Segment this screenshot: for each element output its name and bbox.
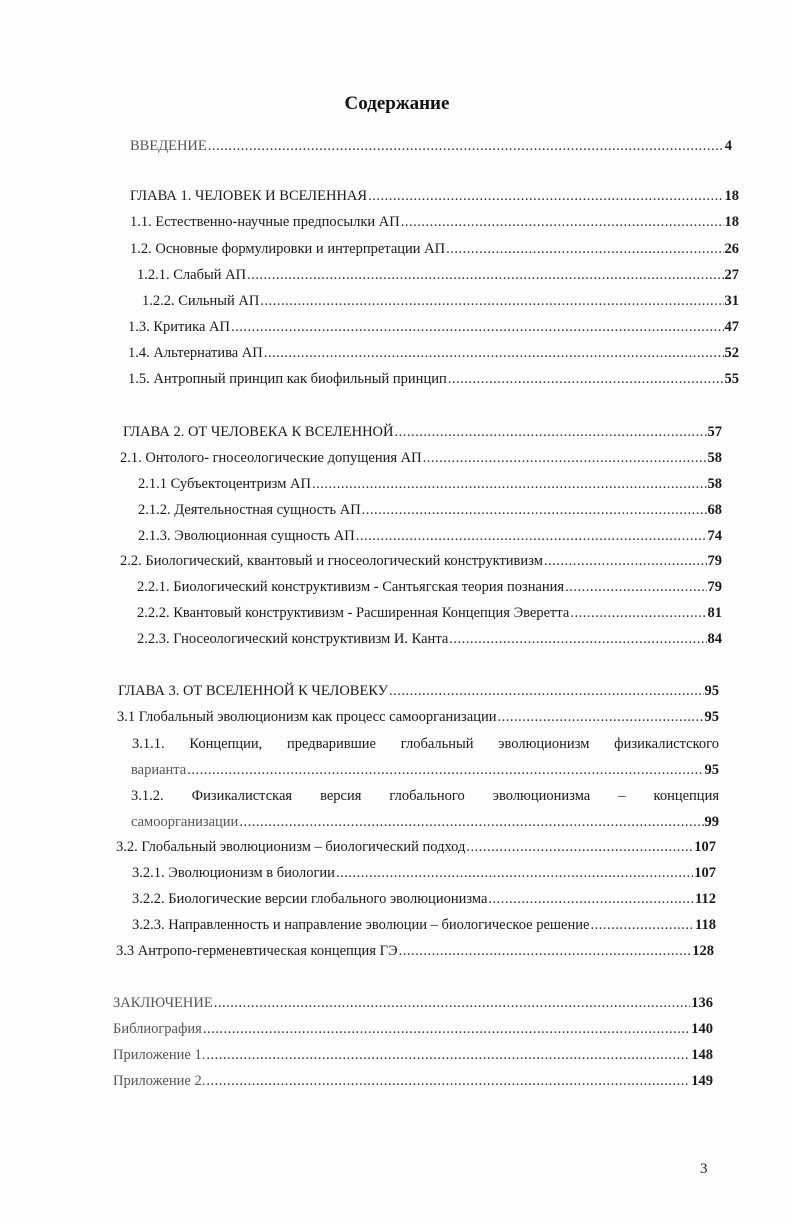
toc-entry-2-2-3[interactable] xyxy=(137,630,722,648)
toc-entry-2-2[interactable] xyxy=(120,552,722,570)
toc-entry-3-1-2-line1[interactable] xyxy=(131,787,719,805)
dot-leader xyxy=(187,761,703,779)
toc-entry-page: 140 xyxy=(691,1021,713,1037)
toc-entry-label: Приложение 2. xyxy=(113,1073,206,1089)
toc-entry-2-2-1[interactable] xyxy=(137,578,722,596)
toc-entry-page: 18 xyxy=(724,214,739,230)
toc-entry-1-4[interactable] xyxy=(128,344,739,362)
toc-entry-1-1[interactable] xyxy=(130,213,739,231)
toc-entry-page: 74 xyxy=(707,528,722,544)
toc-entry-page: 58 xyxy=(707,476,722,492)
toc-entry-chapter-1[interactable] xyxy=(130,187,739,205)
toc-entry-1-2-2[interactable] xyxy=(142,292,739,310)
toc-entry-label: 1.1. Естественно-научные предпосылки АП xyxy=(130,214,400,230)
toc-entry-label-line1 xyxy=(132,735,719,753)
toc-entry-page: 26 xyxy=(724,241,739,257)
page-title: Содержание xyxy=(344,93,450,114)
toc-entry-label: Приложение 1. xyxy=(113,1047,206,1063)
toc-entry-2-1-2[interactable] xyxy=(138,501,722,519)
toc-entry-page: 84 xyxy=(707,631,722,647)
toc-entry-label: 2.1.3. Эволюционная сущность АП xyxy=(138,528,355,544)
toc-entry-label: 2.2. Биологический, квантовый и гносеологический конструктивизм xyxy=(120,553,543,569)
toc-entry-page: 57 xyxy=(707,424,722,440)
toc-entry-page: 81 xyxy=(707,605,722,621)
toc-entry-page: 55 xyxy=(724,371,739,387)
toc-entry-3-2[interactable] xyxy=(116,838,716,856)
toc-entry-page: 149 xyxy=(691,1073,713,1089)
dot-leader xyxy=(362,501,707,519)
dot-leader xyxy=(264,344,724,362)
toc-entry-3-1-1[interactable] xyxy=(131,761,719,779)
toc-entry-page: 136 xyxy=(691,995,713,1011)
dot-leader xyxy=(399,942,692,960)
toc-entry-label: самоорганизации xyxy=(131,814,239,830)
toc-entry-page: 4 xyxy=(724,138,732,154)
toc-entry-page: 18 xyxy=(724,188,739,204)
toc-entry-label: 1.2. Основные формулировки и интерпретации АП xyxy=(130,241,446,257)
toc-entry-2-2-2[interactable] xyxy=(137,604,722,622)
toc-entry-label: ГЛАВА 2. ОТ ЧЕЛОВЕКА К ВСЕЛЕННОЙ xyxy=(123,424,394,440)
dot-leader xyxy=(423,449,707,467)
toc-entry-label: 3.1 Глобальный эволюционизм как процесс самоорганизации xyxy=(117,709,497,725)
toc-entry-label: 2.1.2. Деятельностная сущность АП xyxy=(138,502,361,518)
dot-leader xyxy=(389,682,704,700)
toc-entry-3-3[interactable] xyxy=(116,942,714,960)
dot-leader xyxy=(394,423,706,441)
toc-entry-page: 79 xyxy=(707,579,722,595)
toc-entry-3-2-3[interactable] xyxy=(132,916,716,934)
dot-leader xyxy=(448,370,724,388)
dot-leader xyxy=(497,708,703,726)
toc-entry-page: 27 xyxy=(724,267,739,283)
toc-entry-appendix-2[interactable] xyxy=(113,1072,713,1090)
toc-entry-label: 3.2. Глобальный эволюционизм – биологический подход xyxy=(116,839,466,855)
toc-entry-1-5[interactable] xyxy=(128,370,739,388)
toc-entry-chapter-2[interactable] xyxy=(123,423,722,441)
toc-entry-page: 128 xyxy=(692,943,714,959)
toc-entry-page: 118 xyxy=(695,917,716,933)
dot-leader xyxy=(206,1046,690,1064)
toc-entry-label: ВВЕДЕНИЕ xyxy=(130,138,207,154)
toc-entry-3-1-1-line1[interactable] xyxy=(132,735,719,753)
dot-leader xyxy=(206,1072,690,1090)
toc-entry-label: 3.2.2. Биологические версии глобального эволюционизма xyxy=(132,891,488,907)
toc-entry-label: варианта xyxy=(131,762,187,778)
dot-leader xyxy=(247,266,723,284)
dot-leader xyxy=(208,137,724,155)
toc-entry-label: 3.2.3. Направленность и направление эволюции – биологическое решение xyxy=(132,917,590,933)
toc-entry-3-2-1[interactable] xyxy=(132,864,716,882)
toc-entry-bibliography[interactable] xyxy=(113,1020,713,1038)
dot-leader xyxy=(570,604,706,622)
dot-leader xyxy=(312,475,707,493)
dot-leader xyxy=(590,916,694,934)
toc-entry-label: 3.3 Антропо-герменевтическая концепция ГЭ xyxy=(116,943,398,959)
dot-leader xyxy=(446,240,723,258)
toc-entry-label: 1.4. Альтернатива АП xyxy=(128,345,263,361)
toc-entry-label: ГЛАВА 3. ОТ ВСЕЛЕННОЙ К ЧЕЛОВЕКУ xyxy=(118,683,388,699)
toc-entry-label: 2.2.2. Квантовый конструктивизм - Расширенная Концепция Эверетта xyxy=(137,605,570,621)
toc-entry-2-1-3[interactable] xyxy=(138,527,722,545)
dot-leader xyxy=(336,864,693,882)
dot-leader xyxy=(488,890,694,908)
dot-leader xyxy=(356,527,707,545)
dot-leader xyxy=(260,292,723,310)
dot-leader xyxy=(368,187,723,205)
toc-entry-1-3[interactable] xyxy=(128,318,739,336)
toc-entry-page: 58 xyxy=(707,450,722,466)
toc-entry-introduction[interactable] xyxy=(130,137,732,155)
toc-entry-label-part: 3.1.2. Физикалистская версия глобального эволюционизма – концепция xyxy=(131,788,719,804)
page-number: 3 xyxy=(700,1161,708,1177)
toc-entry-page: 95 xyxy=(704,762,719,778)
toc-entry-page: 95 xyxy=(704,709,719,725)
toc-entry-label: 1.3. Критика АП xyxy=(128,319,230,335)
dot-leader xyxy=(565,578,706,596)
toc-entry-3-1[interactable] xyxy=(117,708,719,726)
toc-entry-page: 52 xyxy=(724,345,739,361)
dot-leader xyxy=(544,552,707,570)
toc-entry-label: 2.1. Онтолого- гносеологические допущения АП xyxy=(120,450,422,466)
toc-entry-label: 1.5. Антропный принцип как биофильный принцип xyxy=(128,371,447,387)
toc-entry-3-2-2[interactable] xyxy=(132,890,716,908)
toc-entry-page: 31 xyxy=(724,293,739,309)
toc-entry-label: ЗАКЛЮЧЕНИЕ xyxy=(113,995,213,1011)
dot-leader xyxy=(449,630,706,648)
toc-entry-page: 107 xyxy=(694,865,716,881)
toc-entry-3-1-2[interactable] xyxy=(131,813,719,831)
toc-entry-1-2-1[interactable] xyxy=(137,266,739,284)
dot-leader xyxy=(466,838,693,856)
toc-entry-page: 99 xyxy=(704,814,719,830)
toc-entry-label: Библиография xyxy=(113,1021,202,1037)
toc-entry-label: 1.2.2. Сильный АП xyxy=(142,293,260,309)
toc-entry-appendix-1[interactable] xyxy=(113,1046,713,1064)
toc-entry-page: 107 xyxy=(694,839,716,855)
toc-entry-chapter-3[interactable] xyxy=(118,682,719,700)
toc-entry-1-2[interactable] xyxy=(130,240,739,258)
toc-entry-label: ГЛАВА 1. ЧЕЛОВЕК И ВСЕЛЕННАЯ xyxy=(130,188,368,204)
dot-leader xyxy=(214,994,691,1012)
toc-entry-page: 47 xyxy=(724,319,739,335)
toc-entry-page: 148 xyxy=(691,1047,713,1063)
toc-entry-label: 2.2.3. Гносеологический конструктивизм И. Канта xyxy=(137,631,449,647)
toc-entry-label: 2.1.1 Субъектоцентризм АП xyxy=(138,476,311,492)
toc-entry-page: 95 xyxy=(704,683,719,699)
toc-entry-label-part: 3.1.1. Концепции, предварившие глобальный эволюционизм физикалистского xyxy=(132,736,719,752)
toc-entry-page: 112 xyxy=(695,891,716,907)
dot-leader xyxy=(401,213,724,231)
toc-entry-label: 3.2.1. Эволюционизм в биологии xyxy=(132,865,335,881)
dot-leader xyxy=(231,318,724,336)
toc-entry-2-1[interactable] xyxy=(120,449,722,467)
toc-entry-label: 1.2.1. Слабый АП xyxy=(137,267,247,283)
toc-entry-page: 68 xyxy=(707,502,722,518)
toc-entry-page: 79 xyxy=(707,553,722,569)
dot-leader xyxy=(203,1020,690,1038)
toc-entry-label: 2.2.1. Биологический конструктивизм - Сантьягская теория познания xyxy=(137,579,565,595)
dot-leader xyxy=(239,813,703,831)
toc-entry-conclusion[interactable] xyxy=(113,994,713,1012)
toc-entry-2-1-1[interactable] xyxy=(138,475,722,493)
